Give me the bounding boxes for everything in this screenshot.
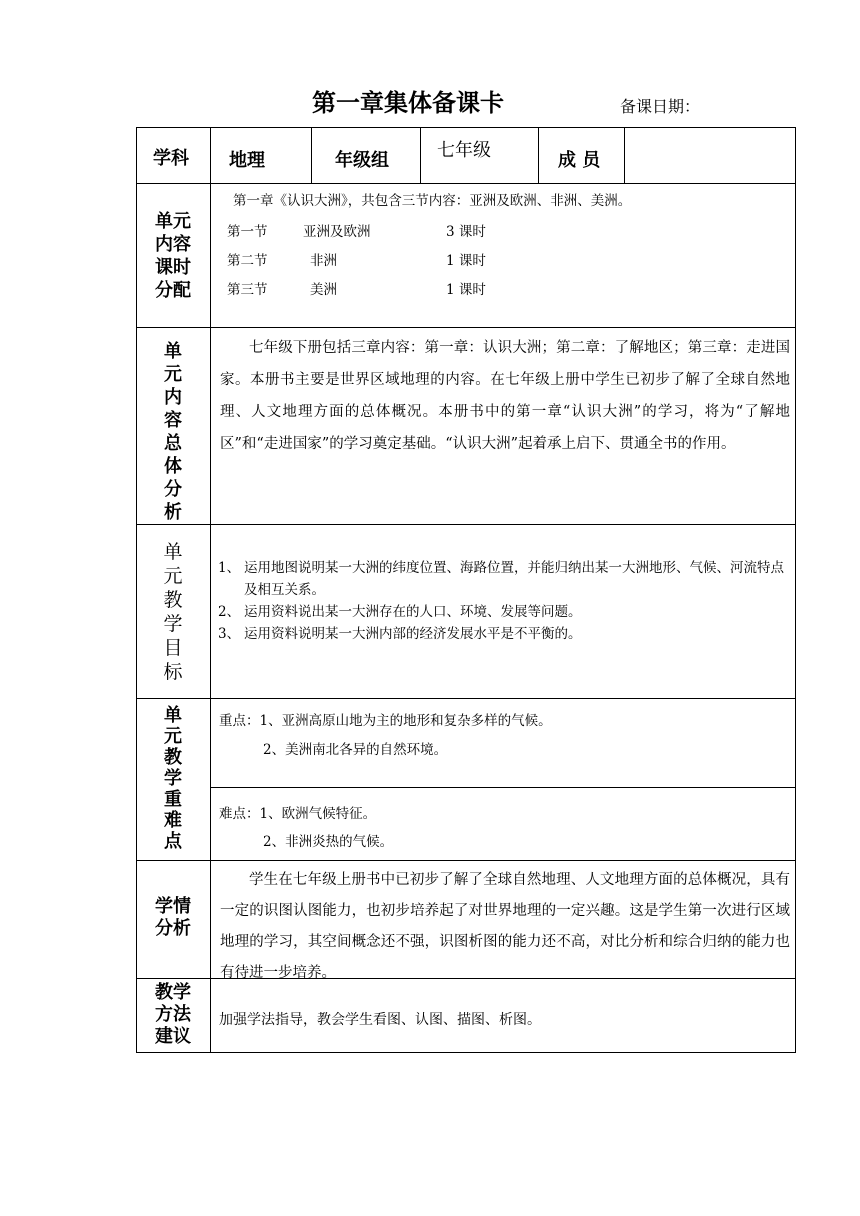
method-suggestion-label: 教学 方法 建议 bbox=[155, 982, 191, 1047]
key-points-label: 单 元 教 学 重 难 点 bbox=[164, 705, 182, 852]
section-name: 美洲 bbox=[310, 282, 337, 298]
method-suggestion-text: 加强学法指导，教会学生看图、认图、描图、析图。 bbox=[219, 1012, 541, 1028]
section-hours: 1 课时 bbox=[446, 282, 486, 298]
section-hours: 1 课时 bbox=[446, 253, 486, 269]
unit-analysis-label: 单 元 内 容 总 体 分 析 bbox=[164, 341, 182, 523]
row-divider bbox=[136, 860, 796, 861]
difficult-point-item: 难点：1、欧洲气候特征。 bbox=[219, 806, 377, 822]
student-analysis-label: 学情 分析 bbox=[155, 896, 191, 939]
unit-allocation-intro: 第一章《认识大洲》，共包含三节内容：亚洲及欧洲、非洲、美洲。 bbox=[233, 193, 632, 209]
header-divider bbox=[624, 127, 625, 184]
subject-label: 学科 bbox=[153, 148, 189, 169]
row-divider-inner bbox=[210, 787, 796, 788]
header-divider bbox=[538, 127, 539, 184]
header-divider bbox=[311, 127, 312, 184]
table-border-right bbox=[795, 127, 796, 1053]
unit-allocation-label: 单元 内容 课时 分配 bbox=[155, 211, 191, 301]
header-divider bbox=[420, 127, 421, 184]
section-hours: 3 课时 bbox=[446, 224, 486, 240]
teaching-goals-label: 单 元 教 学 目 标 bbox=[163, 541, 183, 683]
student-analysis-text: 学生在七年级上册书中已初步了解了全球自然地理、人文地理方面的总体概况，具有一定的识图认图能力，也初步培养起了对世界地理的一定兴趣。这是学生第一次进行区域地理的学习，其空间概念还不强，识图析图的能力还不高，对比分析和综合归纳的能力也有待进一步培养。 bbox=[220, 872, 790, 981]
grade-value: 七年级 bbox=[437, 140, 491, 161]
page-title: 第一章集体备课卡 bbox=[312, 89, 504, 117]
section-name: 亚洲及欧洲 bbox=[303, 224, 371, 240]
label-column-divider bbox=[210, 127, 211, 1053]
section-name: 非洲 bbox=[310, 253, 337, 269]
key-point-item: 重点：1、亚洲高原山地为主的地形和复杂多样的气候。 bbox=[219, 713, 552, 729]
goal-item: 3、 运用资料说明某一大洲内部的经济发展水平是不平衡的。 bbox=[218, 626, 582, 642]
table-border-top bbox=[136, 127, 796, 128]
section-number: 第一节 bbox=[227, 224, 268, 240]
unit-analysis-text: 七年级下册包括三章内容：第一章：认识大洲；第二章：了解地区；第三章：走进国家。本册书主要是世界区域地理的内容。在七年级上册中学生已初步了解了全球自然地理、人文地理方面的总体概况。本册书中的第一章“认识大洲”的学习，将为“了解地区”和“走进国家”的学习奠定基础。“认识大洲”起着承上启下、贯通全书的作用。 bbox=[220, 340, 790, 452]
row-divider bbox=[136, 183, 796, 184]
key-point-item: 2、美洲南北各异的自然环境。 bbox=[263, 742, 448, 758]
goal-item: 1、 运用地图说明某一大洲的纬度位置、海路位置，并能归纳出某一大洲地形、气候、河流特点及相互关系。 bbox=[218, 560, 784, 598]
prep-date-label: 备课日期： bbox=[620, 97, 701, 116]
teaching-goals-list bbox=[218, 557, 790, 645]
goal-item: 2、 运用资料说出某一大洲存在的人口、环境、发展等问题。 bbox=[218, 604, 582, 620]
subject-value: 地理 bbox=[229, 150, 265, 171]
table-border-bottom bbox=[136, 1052, 796, 1053]
row-divider bbox=[136, 524, 796, 525]
row-divider bbox=[136, 698, 796, 699]
section-number: 第二节 bbox=[227, 253, 268, 269]
section-number: 第三节 bbox=[227, 282, 268, 298]
members-label: 成 员 bbox=[558, 150, 601, 171]
grade-group-label: 年级组 bbox=[335, 150, 389, 171]
difficult-point-item: 2、非洲炎热的气候。 bbox=[263, 834, 394, 850]
row-divider bbox=[136, 327, 796, 328]
